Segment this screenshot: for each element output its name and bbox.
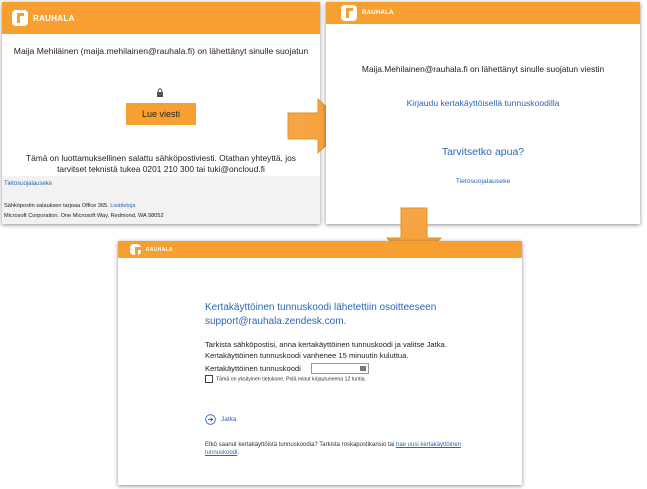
bottom-text: Etkö saanut kertakäyttöistä tunnuskoodia? Tarkista roskapostikansio tai bbox=[205, 442, 395, 448]
footer-text: Sähköpostin salauksen tarjoaa Office 365. bbox=[4, 203, 109, 209]
code-label: Kertakäyttöinen tunnuskoodi bbox=[205, 364, 301, 373]
brand-name: RAUHALA bbox=[146, 246, 173, 253]
instruction-line-2: Kertakäyttöinen tunnuskoodi vanhenee 15 minuutin kuluttua. bbox=[205, 351, 409, 360]
private-computer-label: Tämä on yksityinen tietokone. Pidä minut kirjautuneena 12 tuntia. bbox=[216, 376, 366, 383]
secure-message-panel bbox=[326, 2, 640, 224]
lock-icon bbox=[156, 88, 164, 97]
continue-button[interactable] bbox=[205, 414, 237, 425]
arrow-circle-icon bbox=[205, 414, 216, 425]
bottom-end: . bbox=[237, 450, 240, 456]
header-bar bbox=[118, 241, 522, 258]
private-computer-checkbox[interactable] bbox=[205, 375, 213, 383]
private-computer-row bbox=[205, 375, 366, 383]
footer-line-1 bbox=[4, 203, 135, 209]
code-input[interactable] bbox=[311, 363, 369, 374]
brand-logo bbox=[130, 244, 173, 255]
rauhala-logo-icon bbox=[12, 10, 28, 26]
privacy-link[interactable]: Tietosuojalauseke bbox=[455, 178, 511, 185]
footer-area bbox=[2, 176, 320, 224]
bottom-line-1 bbox=[205, 442, 461, 448]
otp-login-link[interactable]: Kirjaudu kertakäyttöisellä tunnuskoodilla bbox=[406, 98, 560, 108]
footer-line-2: Microsoft Corporation. One Microsoft Way, Redmond, WA 98052 bbox=[4, 213, 164, 219]
header-bar bbox=[326, 2, 640, 24]
info-text-2: tarvitset teknistä tukea 0201 210 300 tai tuki@oncloud.fi bbox=[57, 164, 265, 174]
keyboard-icon bbox=[360, 366, 366, 371]
heading-line-2: support@rauhala.zendesk.com. bbox=[205, 316, 347, 327]
info-text-1: Tämä on luottamuksellinen salattu sähköpostiviesti. Otathan yhteyttä, jos bbox=[25, 153, 296, 163]
brand-logo bbox=[12, 10, 75, 26]
brand-name: RAUHALA bbox=[33, 13, 75, 23]
otp-entry-panel bbox=[118, 241, 522, 485]
header-bar bbox=[2, 2, 320, 34]
bottom-line-2 bbox=[205, 450, 239, 456]
sender-line: Maija Mehiläinen (maija.mehilainen@rauhala.fi) on lähettänyt sinulle suojatun bbox=[13, 46, 309, 56]
help-link[interactable]: Tarvitsetko apua? bbox=[441, 146, 525, 158]
more-info-link[interactable]: Lisätietoja bbox=[110, 203, 136, 209]
brand-name: RAUHALA bbox=[362, 10, 394, 16]
rauhala-logo-icon bbox=[130, 244, 141, 255]
privacy-link[interactable]: Tietosuojalauseke bbox=[4, 181, 53, 187]
read-message-button[interactable]: Lue viesti bbox=[126, 103, 196, 125]
resend-code-link-cont[interactable]: tunnuskoodi bbox=[205, 450, 238, 456]
sender-line: Maija.Mehilainen@rauhala.fi on lähettänyt sinulle suojatun viestin bbox=[361, 64, 605, 74]
heading-line-1: Kertakäyttöinen tunnuskoodi lähetettiin osoitteeseen bbox=[205, 302, 437, 313]
brand-logo bbox=[341, 5, 394, 21]
resend-code-link[interactable]: hae uusi kertakäyttöinen bbox=[396, 442, 462, 448]
continue-label: Jatka bbox=[221, 416, 237, 423]
email-notification-panel bbox=[2, 2, 320, 224]
rauhala-logo-icon bbox=[341, 5, 357, 21]
instruction-line-1: Tarkista sähköpostisi, anna kertakäyttöinen tunnuskoodi ja valitse Jatka. bbox=[205, 340, 447, 349]
